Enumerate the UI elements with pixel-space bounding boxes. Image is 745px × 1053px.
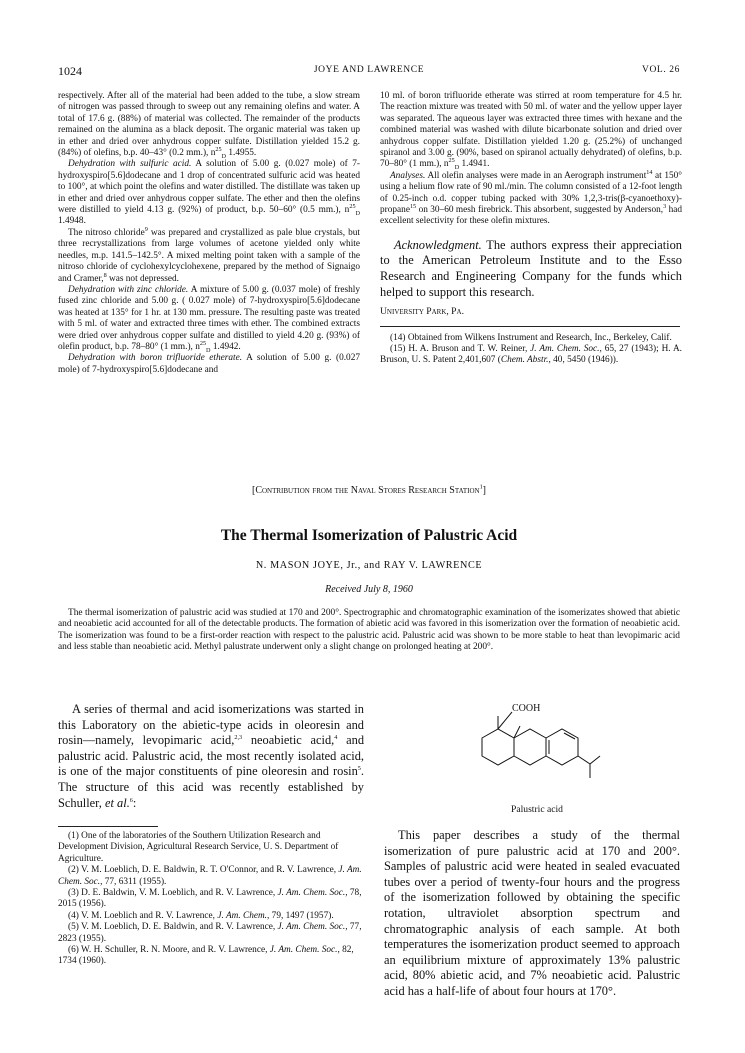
contribution-line [58, 485, 680, 496]
paragraph: This paper describes a study of the thermal isomerization of pure palustric acid at 170 and 200°. Samples of palustric acid were heated in sealed evacuated tubes over a period of twenty-four hours and the progress of the isomerization followed by obtaining the specific rotation, ultraviolet absorption spectrum and chromatographic analysis of each sample. At both temperatures the isomerization product seemed to approach an equilibrium mixture of approximately 13% palustric acid, 80% abietic acid, and 7% neoabietic acid. Palustric acid has a half-life of about four hours at 170°. [384, 828, 680, 998]
footnotes-bottom [58, 826, 364, 968]
value-text: 1.4942. [212, 341, 241, 352]
run-in-heading: Analyses. [390, 170, 426, 181]
superscript: 15 [409, 202, 417, 210]
footnote-divider [58, 826, 158, 827]
running-header [58, 64, 680, 78]
superscript: 25 [349, 202, 356, 210]
superscript: 1 [479, 483, 483, 491]
footnote-text: (3) D. E. Baldwin, V. M. Loeblich, and R. V. Lawrence, [68, 888, 276, 899]
paragraph-text: was prepared and crystallized as pale blue crystals, but three recrystallizations from large volumes of acetone yielded only white needles, m.p. 141.5–142.5°. A mixed melting point taken with a sample of the nitroso chloride of cyclohexylcyclohexene, prepared by the method of Signaigo and Cramer, [58, 227, 361, 284]
paragraph-text: was not depressed. [109, 273, 179, 284]
footnote-text: (2) V. M. Loeblich, D. E. Baldwin, R. T. O'Connor, and R. V. Lawrence, [68, 865, 337, 876]
cooh-label: COOH [512, 703, 541, 714]
paragraph [380, 91, 682, 171]
paragraph-text: : [132, 795, 137, 810]
body-left-column [58, 702, 364, 811]
subscript: D [221, 152, 227, 160]
paragraph-text: All olefin analyses were made in an Aerograph instrument [427, 170, 647, 181]
journal-name: J. Am. Chem. Soc., [58, 865, 362, 887]
paragraph-text: and palustric acid. Palustric acid, the most recently isolated acid, is one of the major constituents of pine oleoresin and rosin [58, 733, 365, 779]
subscript: D [454, 164, 460, 172]
body-right-column [384, 828, 680, 1000]
superscript: 2,3 [234, 734, 243, 742]
journal-name: J. Am. Chem. Soc., [277, 888, 348, 899]
footnotes-top [380, 333, 682, 367]
article-title: The Thermal Isomerization of Palustric Acid [220, 527, 518, 544]
footnote-text: 40, 5450 (1946)). [553, 355, 619, 366]
paragraph [380, 168, 683, 228]
run-in-heading: Acknowledgment. [394, 237, 482, 252]
top-right-column [380, 91, 682, 367]
run-in-heading: Dehydration with boron trifluoride etherate. [68, 353, 243, 364]
journal-name: J. Am. Chem. Soc., [269, 945, 340, 956]
paragraph-text: . The structure of this acid was recently established by Schuller, [58, 764, 364, 810]
superscript: 4 [334, 734, 338, 742]
footnote-text: (5) V. M. Loeblich, D. E. Baldwin, and R. V. Lawrence, [68, 922, 276, 933]
value-text: 1.4948. [58, 216, 86, 227]
value-text: 1.4955. [228, 148, 257, 159]
top-left-column [58, 91, 360, 376]
paragraph-text: on 30–60 mesh firebrick. This absorbent, suggested by Anderson, [418, 205, 664, 216]
paragraph-text: at 150° using a helium flow rate of 90 ml./min. The column consisted of a 12-foot length of 0.25-inch o.d. copper tubing packed with 30% 1,2,3-tris(β-cyanoethoxy)-propane [380, 170, 682, 216]
paragraph [58, 353, 360, 376]
superscript: 25 [215, 145, 222, 153]
footnote [380, 344, 682, 367]
contribution-text: [Contribution from the Naval Stores Research Station [251, 485, 480, 496]
superscript: 6 [129, 796, 133, 804]
palustric-acid-structure [472, 700, 602, 822]
footnote-text: (4) V. M. Loeblich and R. V. Lawrence, [68, 910, 216, 921]
footnote [58, 865, 364, 888]
divider [380, 326, 680, 327]
bracket: ] [482, 485, 486, 496]
footnote-text: 79, 1497 (1957). [271, 910, 334, 921]
footnote-text: 82, 1734 (1960). [58, 945, 354, 967]
footnote [58, 911, 364, 922]
paragraph-text: neoabietic acid, [250, 733, 335, 748]
acknowledgment [380, 238, 682, 300]
paragraph-text: had excellent selectivity for these olefin mixtures. [380, 205, 683, 227]
subscript: D [206, 346, 211, 354]
footnote-text: (15) H. A. Bruson and T. W. Reiner, [390, 344, 528, 355]
superscript: 25 [199, 339, 207, 347]
paragraph [58, 91, 360, 159]
footnote-text: (6) W. H. Schuller, R. N. Moore, and R. V. Lawrence, [68, 945, 268, 956]
abstract: The thermal isomerization of palustric acid was studied at 170 and 200°. Spectrographic and chromatographic examination of the isomerizates showed that abietic and neoabietic acid accounted for all of the detectable products. The formation of abietic acid was favored in this isomerization over the formation of neoabietic acid. The isomerization was found to be a first-order reaction with respect to the palustric acid. Palustric acid was shown to be more stable to heat than levopimaric acid and less stable than neoabietic acid. Methyl palustrate underwent only a slight change on prolonged heating at 200°. [58, 608, 680, 652]
paragraph [58, 225, 361, 285]
footnote [58, 922, 364, 945]
value-text: 1.4941. [461, 159, 490, 170]
paragraph [380, 238, 682, 300]
footnote [58, 945, 364, 968]
superscript: 9 [144, 225, 148, 233]
run-in-heading: Dehydration with zinc chloride. [68, 284, 189, 295]
footnote: (1) One of the laboratories of the Southern Utilization Research and Development Division, Agricultural Research Service, U. S. Department of Agriculture. [58, 831, 339, 864]
run-in-heading: Dehydration with sulfuric acid. [68, 159, 192, 170]
paragraph-text: respectively. After all of the material had been added to the tube, a slow stream of nitrogen was passed through to sweep out any remaining olefins and water. A total of 17.6 g. (88%) of material was collected. The remainder of the products remained on the alumina as a black deposit. The organic material was taken up in ether and dried over anhydrous copper sulfate. Distillation yielded 15.2 g. (84%) of olefins, b.p. 40–43° (0.2 mm.), n [58, 91, 360, 159]
footnote-list [58, 831, 364, 968]
paragraph-text: A solution of 5.00 g. (0.027 mole) of 7-hydroxyspiro[5.6]dodecane and 1 drop of concentrated sulfuric acid was heated to 100°, at which point the olefins and water distilled. The distillate was taken up in ether and dried over anhydrous copper sulfate. The ether and then the olefins were distilled to yield 4.13 g. (92%) of product, b.p. 50–60° (0.5 mm.), n [58, 159, 360, 216]
footnote [58, 888, 364, 911]
journal-name: J. Am. Chem. Soc., [530, 344, 602, 355]
paragraph-text: The authors express their appreciation to the American Petroleum Institute and to the Esso Research and Engineering Company for the funds which helped to support this research. [380, 237, 683, 299]
volume-label: VOL. 26 [642, 65, 680, 75]
article-authors: N. MASON JOYE, Jr., and RAY V. LAWRENCE [255, 560, 483, 571]
footnote-text: 78, 2015 (1956). [58, 888, 362, 910]
footnote-text: 65, 27 (1943); H. A. Bruson, U. S. Patent 2,401,607 ( [380, 344, 682, 366]
paragraph-text: A series of thermal and acid isomerizations was started in this Laboratory on the abietic-type acids in oleoresin and rosin—namely, levopimaric acid, [58, 702, 364, 748]
paragraph [58, 702, 364, 811]
superscript: 25 [448, 157, 455, 165]
paragraph [58, 159, 360, 227]
superscript: 8 [103, 271, 107, 279]
paragraph [58, 285, 360, 353]
paragraph-text: A solution of 5.00 g. (0.027 mole) of 7-hydroxyspiro[5.6]dodecane and [58, 353, 360, 375]
superscript: 14 [646, 168, 653, 176]
paragraph-text: A mixture of 5.00 g. (0.037 mole) of freshly fused zinc chloride and 5.00 g. ( 0.027 mole) of 7-hydroxyspiro[5.6]dodecane was heated at 135° for 1 hr. at 130 mm. pressure. The resulting paste was treated with 5 ml. of water and extracted three times with ether. The combined extracts were dried over anhydrous copper sulfate and distilled to yield 4.20 g. (93%) of olefin product, b.p. 78–80° (1 mm.), n [58, 284, 361, 352]
journal-name: J. Am. Chem., [217, 910, 270, 921]
journal-name: J. Am. Chem. Soc., [277, 922, 348, 933]
paragraph-text: 10 ml. of boron trifluoride etherate was stirred at room temperature for 4.5 hr. The reaction mixture was treated with 50 ml. of water and the yellow upper layer was separated. The aqueous layer was extracted three times with hexane and the combined material was washed with dilute bicarbonate solution and dried over anhydrous copper sulfate. Distillation yielded 1.20 g. (25.2%) of unchanged spiranol and 3.00 g. (90%, based on spiranol actually dehydrated) of olefins, b.p. 70–80° (1 mm.), n [380, 91, 682, 170]
superscript: 3 [663, 202, 667, 210]
structure-caption: Palustric acid [511, 804, 563, 815]
et-al: et al. [105, 795, 130, 810]
footnote: (14) Obtained from Wilkens Instrument and Research, Inc., Berkeley, Calif. [390, 332, 672, 343]
subscript: D [355, 209, 360, 217]
received-date: Received July 8, 1960 [325, 584, 413, 595]
running-title: JOYE AND LAWRENCE [313, 65, 425, 75]
paragraph-text: The nitroso chloride [68, 227, 145, 238]
journal-name: Chem. Abstr., [500, 355, 551, 366]
footnote-text: 77, 2823 (1955). [58, 922, 362, 944]
superscript: 5 [357, 765, 361, 773]
footnote-text: 77, 6311 (1955). [104, 876, 167, 887]
page-number: 1024 [58, 64, 82, 78]
structure-diagram [472, 700, 602, 804]
affiliation-location: University Park, Pa. [380, 306, 464, 318]
